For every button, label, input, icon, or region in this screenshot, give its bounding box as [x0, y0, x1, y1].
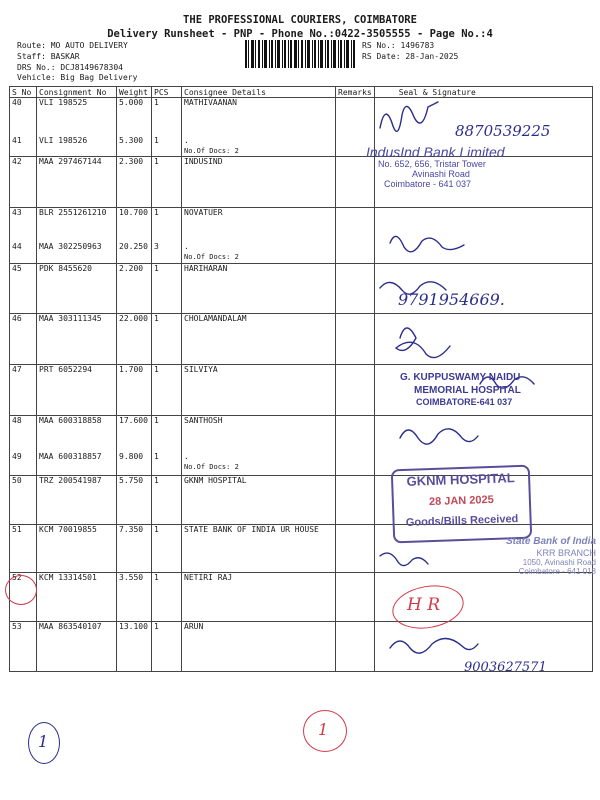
staff-label: Staff: BASKAR: [17, 52, 80, 61]
row-sno: 49: [10, 452, 37, 476]
barcode-graphic: [245, 40, 357, 72]
row-pcs: 1: [152, 525, 182, 573]
row-consignee: MATHIVAANAN: [182, 98, 336, 136]
col-consignment-no: Consignment No: [37, 87, 117, 98]
row-consignee: STATE BANK OF INDIA UR HOUSE: [182, 525, 336, 573]
row-pcs: 1: [152, 416, 182, 452]
row52-circle-mark: [5, 575, 37, 605]
row-weight: 2.300: [117, 157, 152, 208]
row-pcs: 1: [152, 476, 182, 525]
col-weight: Weight: [117, 87, 152, 98]
row-consignment: KCM 13314501: [37, 573, 117, 622]
row-consignment: MAA 303111345: [37, 314, 117, 365]
row-consignee: CHOLAMANDALAM: [182, 314, 336, 365]
row-sno: 44: [10, 242, 37, 264]
stamp-line: No. 652, 656, Tristar Tower: [378, 159, 486, 170]
row-consignee: INDUSIND: [182, 157, 336, 208]
row-sno: 40: [10, 98, 37, 136]
row-consignee: .: [184, 135, 189, 145]
kuppuswamy-stamp: [400, 372, 521, 408]
row-pcs: 1: [152, 365, 182, 416]
hr-initials: H R: [407, 595, 441, 615]
sbi-stamp: [478, 536, 596, 576]
row-weight: 9.800: [117, 452, 152, 476]
col-consignee: Consignee Details: [182, 87, 336, 98]
stamp-line: 1050, Avinashi Road: [522, 557, 596, 567]
row-consignee: SANTHOSH: [182, 416, 336, 452]
row-pcs: 1: [152, 573, 182, 622]
row-pcs: 1: [152, 136, 182, 157]
row-weight: 5.300: [117, 136, 152, 157]
signature-row53: [390, 638, 478, 653]
row-pcs: 1: [152, 208, 182, 242]
row-sno: 45: [10, 264, 37, 314]
row-weight: 17.600: [117, 416, 152, 452]
stamp-name: IndusInd Bank Limited: [366, 144, 505, 160]
stamp-date: 28 JAN 2025: [428, 493, 494, 509]
drs-label: DRS No.: DCJ8149678304: [17, 63, 123, 72]
stamp-line: Coimbatore - 641 037: [384, 179, 472, 190]
row-consignee: ARUN: [182, 622, 336, 672]
row-pcs: 1: [152, 622, 182, 672]
handwritten-phone: 9003627571: [464, 660, 547, 675]
row-consignment: KCM 70019855: [37, 525, 117, 573]
col-remarks: Remarks: [336, 87, 375, 98]
col-pcs: PCS: [152, 87, 182, 98]
row-consignee: GKNM HOSPITAL: [182, 476, 336, 525]
row-pcs: 1: [152, 452, 182, 476]
row-docs-count: No.Of Docs: 2: [184, 146, 239, 155]
rs-date: RS Date: 28-Jan-2025: [362, 52, 459, 61]
row-consignment: VLI 198526: [37, 136, 117, 157]
row-consignment: BLR 2551261210: [37, 208, 117, 242]
row-consignment: VLI 198525: [37, 98, 117, 136]
signature-row40: [380, 102, 438, 131]
route-label: Route: MO AUTO DELIVERY: [17, 41, 128, 50]
col-signature: Seal & Signature: [374, 87, 592, 98]
runsheet-subtitle: Delivery Runsheet - PNP - Phone No.:0422-3505555 - Page No.:4: [107, 28, 493, 40]
row-consignment: MAA 600318857: [37, 452, 117, 476]
stamp-line: MEMORIAL HOSPITAL: [414, 384, 521, 396]
row-weight: 7.350: [117, 525, 152, 573]
signature-row52: [380, 553, 428, 565]
stamp-line: Coimbatore - 641 018: [518, 567, 596, 577]
bottom-left-mark: 1: [38, 732, 49, 751]
col-sno: S No: [10, 87, 37, 98]
row-consignment: PRT 6052294: [37, 365, 117, 416]
row-sno: 48: [10, 416, 37, 452]
row-sno: 43: [10, 208, 37, 242]
row-consignee: .: [184, 451, 189, 461]
handwritten-phone: 9791954669.: [398, 290, 505, 309]
row-weight: 2.200: [117, 264, 152, 314]
stamp-line: Avinashi Road: [412, 169, 470, 180]
row-weight: 20.250: [117, 242, 152, 264]
row-weight: 5.750: [117, 476, 152, 525]
stamp-line: COIMBATORE-641 037: [416, 397, 513, 407]
signature-row43: [390, 236, 464, 251]
row-consignment: MAA 600318858: [37, 416, 117, 452]
row-docs-count: No.Of Docs: 2: [184, 462, 239, 471]
row-sno: 52: [10, 573, 37, 622]
row-pcs: 3: [152, 242, 182, 264]
stamp-line: KRR BRANCH: [536, 547, 596, 558]
row-weight: 3.550: [117, 573, 152, 622]
stamp-name: GKNM HOSPITAL: [406, 470, 515, 489]
row-weight: 1.700: [117, 365, 152, 416]
row-consignment: MAA 297467144: [37, 157, 117, 208]
row-sno: 50: [10, 476, 37, 525]
row-consignment: MAA 302250963: [37, 242, 117, 264]
row-consignee: NETIRI RAJ: [182, 573, 336, 622]
vehicle-label: Vehicle: Big Bag Delivery: [17, 73, 138, 82]
signature-row48: [400, 429, 478, 444]
row-sno: 51: [10, 525, 37, 573]
bottom-mid-mark: 1: [318, 720, 329, 739]
company-title: THE PROFESSIONAL COURIERS, COIMBATORE: [183, 14, 417, 26]
rs-number: RS No.: 1496783: [362, 41, 435, 50]
row-sno: 46: [10, 314, 37, 365]
row-pcs: 1: [152, 157, 182, 208]
row-sno: 47: [10, 365, 37, 416]
row-weight: 13.100: [117, 622, 152, 672]
stamp-note: Goods/Bills Received: [405, 513, 519, 529]
row-consignment: MAA 863540107: [37, 622, 117, 672]
row-sno: 53: [10, 622, 37, 672]
row-weight: 22.000: [117, 314, 152, 365]
row-consignee: NOVATUER: [182, 208, 336, 242]
signature-row46: [396, 328, 450, 358]
row-weight: 5.000: [117, 98, 152, 136]
row-sno: 41: [10, 136, 37, 157]
row-weight: 10.700: [117, 208, 152, 242]
stamp-line: G. KUPPUSWAMY NAIDU: [400, 372, 521, 383]
row-consignee: .: [184, 241, 189, 251]
row-consignee: SILVIYA: [182, 365, 336, 416]
indusind-stamp: [366, 145, 505, 190]
row-pcs: 1: [152, 314, 182, 365]
row-sno: 42: [10, 157, 37, 208]
table-header-row: [10, 87, 593, 98]
row-pcs: 1: [152, 264, 182, 314]
row-consignment: TRZ 200541987: [37, 476, 117, 525]
row-consignee: HARIHARAN: [182, 264, 336, 314]
handwritten-phone: 8870539225: [455, 122, 551, 140]
stamp-line: State Bank of India: [505, 536, 596, 547]
row-pcs: 1: [152, 98, 182, 136]
row-consignment: PDK 8455620: [37, 264, 117, 314]
row-docs-count: No.Of Docs: 2: [184, 252, 239, 261]
gknm-stamp: [391, 465, 532, 544]
